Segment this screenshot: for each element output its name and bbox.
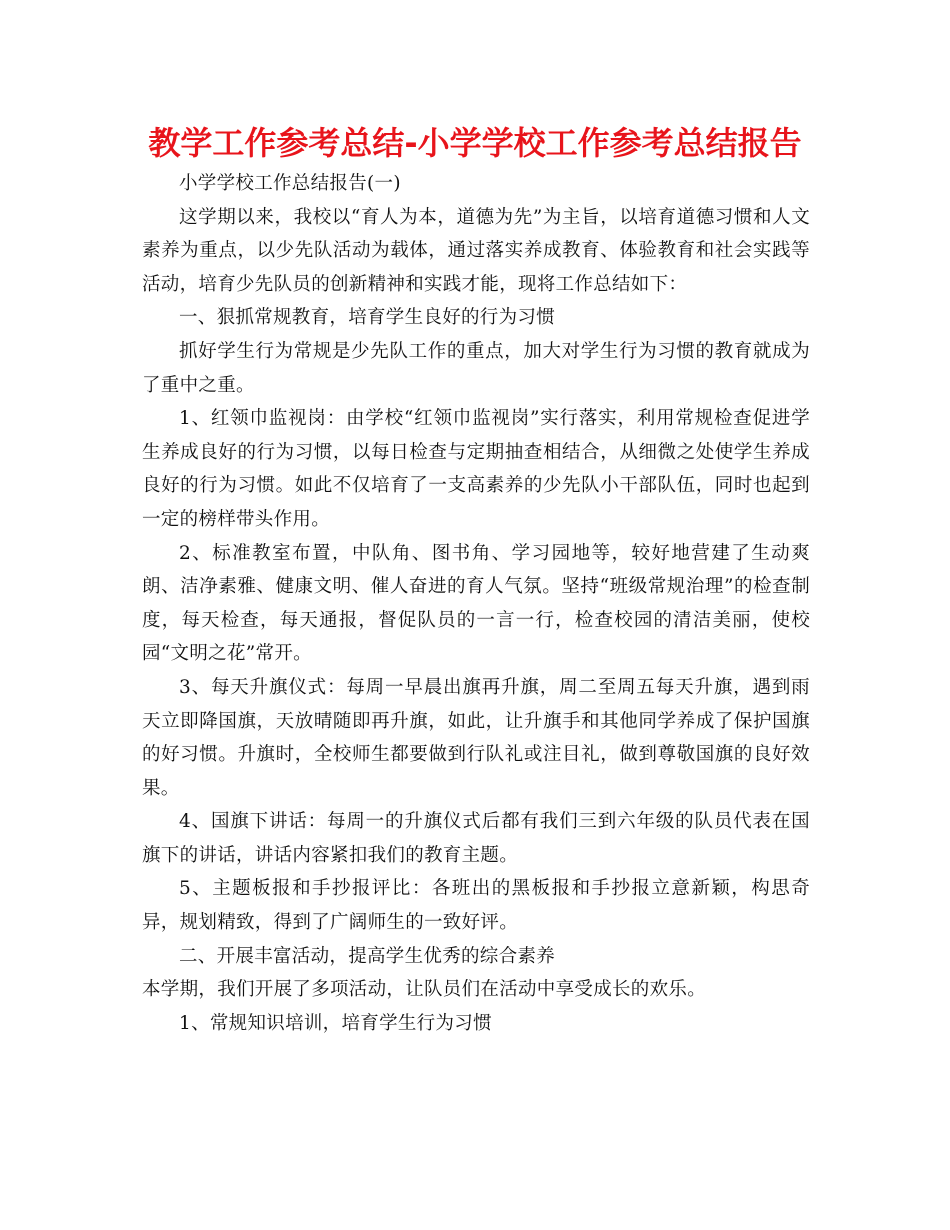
paragraph: 抓好学生行为常规是少先队工作的重点，加大对学生行为习惯的教育就成为了重中之重。 bbox=[142, 340, 810, 396]
section-heading-1: 一、狠抓常规教育，培育学生良好的行为习惯 bbox=[179, 307, 556, 329]
document-title: 教学工作参考总结-小学学校工作参考总结报告 bbox=[148, 124, 802, 162]
list-item: 4、国旗下讲话：每周一的升旗仪式后都有我们三到六年级的队员代表在国旗下的讲话，讲话内容紧扣我们的教育主题。 bbox=[142, 811, 810, 866]
list-item: 2、标准教室布置，中队角、图书角、学习园地等，较好地营建了生动爽朗、洁净素雅、健康文明、催人奋进的育人气氛。坚持“班级常规治理”的检查制度，每天检查，每天通报，督促队员的一言一行，检查校园的清洁美丽，使校园“文明之花”常开。 bbox=[142, 542, 810, 665]
document-body bbox=[142, 167, 810, 1040]
list-item: 3、每天升旗仪式：每周一早晨出旗再升旗，周二至周五每天升旗，遇到雨天立即降国旗，天放晴随即再升旗，如此，让升旗手和其他同学养成了保护国旗的好习惯。升旗时，全校师生都要做到行队礼或注目礼，做到尊敬国旗的良好效果。 bbox=[142, 676, 810, 799]
paragraph-intro: 这学期以来，我校以“育人为本，道德为先”为主旨，以培育道德习惯和人文素养为重点，以少先队活动为载体，通过落实养成教育、体验教育和社会实践等活动，培育少先队员的创新精神和实践才能，现将工作总结如下： bbox=[142, 206, 810, 295]
paragraph: 本学期，我们开展了多项活动，让队员们在活动中享受成长的欢乐。 bbox=[142, 979, 707, 1001]
list-item: 1、红领巾监视岗：由学校“红领巾监视岗”实行落实，利用常规检查促进学生养成良好的行为习惯，以每日检查与定期抽查相结合，从细微之处使学生养成良好的行为习惯。如此不仅培育了一支高素养的少先队小干部队伍，同时也起到一定的榜样带头作用。 bbox=[142, 408, 810, 530]
list-item: 5、主题板报和手抄报评比：各班出的黑板报和手抄报立意新颖，构思奇异，规划精致，得到了广阔师生的一致好评。 bbox=[142, 878, 810, 934]
section-heading-2: 二、开展丰富活动，提高学生优秀的综合素养 bbox=[179, 945, 556, 967]
list-item: 1、常规知识培训，培育学生行为习惯 bbox=[179, 1012, 492, 1034]
paragraph-subtitle: 小学学校工作总结报告(一) bbox=[179, 173, 401, 194]
